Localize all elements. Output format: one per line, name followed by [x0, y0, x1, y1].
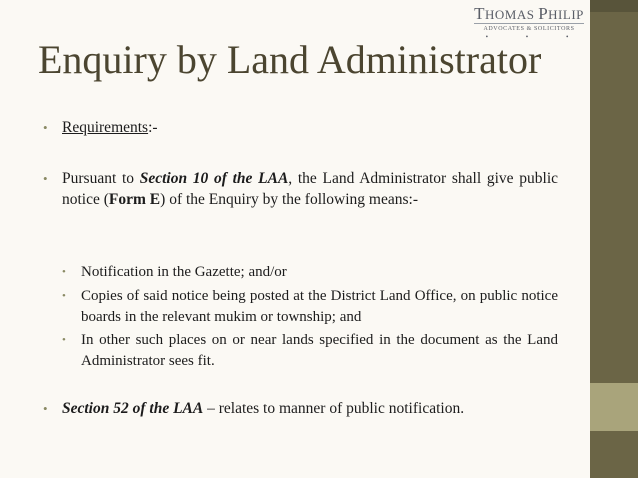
sidebar-accent-band [590, 383, 638, 431]
logo-firm-name [470, 6, 588, 23]
sub-bullet-dot: • [62, 266, 66, 278]
section10-mid: , the Land Administrator shall give public notice ( [62, 170, 559, 208]
section52-ref: Section 52 of the LAA [62, 400, 204, 417]
requirements-suffix: :- [148, 119, 158, 136]
bullet-dot: • [43, 401, 48, 416]
form-e-ref: Form E [108, 191, 161, 208]
bullet-section-10 [45, 168, 558, 210]
sub-bullet-dot: • [62, 290, 66, 302]
bullet-dot: • [43, 171, 48, 186]
logo-name-last: HILIP [548, 7, 584, 22]
bullet-requirements [45, 117, 558, 138]
slide-title: Enquiry by Land Administrator [38, 37, 542, 82]
sub-bullet-text: Notification in the Gazette; and/or [81, 264, 287, 280]
bullet-dot: • [43, 120, 48, 135]
section10-ref: Section 10 of the LAA [139, 170, 289, 187]
sub-bullet-text: Copies of said notice being posted at the District Land Office, on public notice boards in the relevant mukim or township; and [81, 288, 558, 325]
section10-pre: Pursuant to [62, 170, 140, 187]
sub-bullet-other-places [64, 330, 558, 372]
sub-bullet-dot: • [62, 334, 66, 346]
sub-bullet-gazette [64, 262, 558, 283]
bullet-section-52 [45, 398, 558, 419]
logo-tagline: ADVOCATES & SOLICITORS [474, 23, 584, 34]
logo-dots: • • • [485, 33, 587, 41]
sub-bullet-text: In other such places on or near lands specified in the document as the Land Administrator sees fit. [81, 332, 558, 369]
sub-bullet-notice-boards [64, 286, 558, 328]
requirements-label: Requirements [62, 119, 149, 136]
sidebar-top-band [590, 0, 638, 12]
logo-initial-p: P [538, 4, 549, 23]
logo-initial-t: T [474, 4, 485, 23]
decorative-sidebar [590, 0, 638, 478]
section10-post: ) of the Enquiry by the following means:- [160, 191, 419, 208]
logo-name-first: HOMAS [484, 7, 535, 22]
section52-text: – relates to manner of public notification. [203, 400, 465, 417]
